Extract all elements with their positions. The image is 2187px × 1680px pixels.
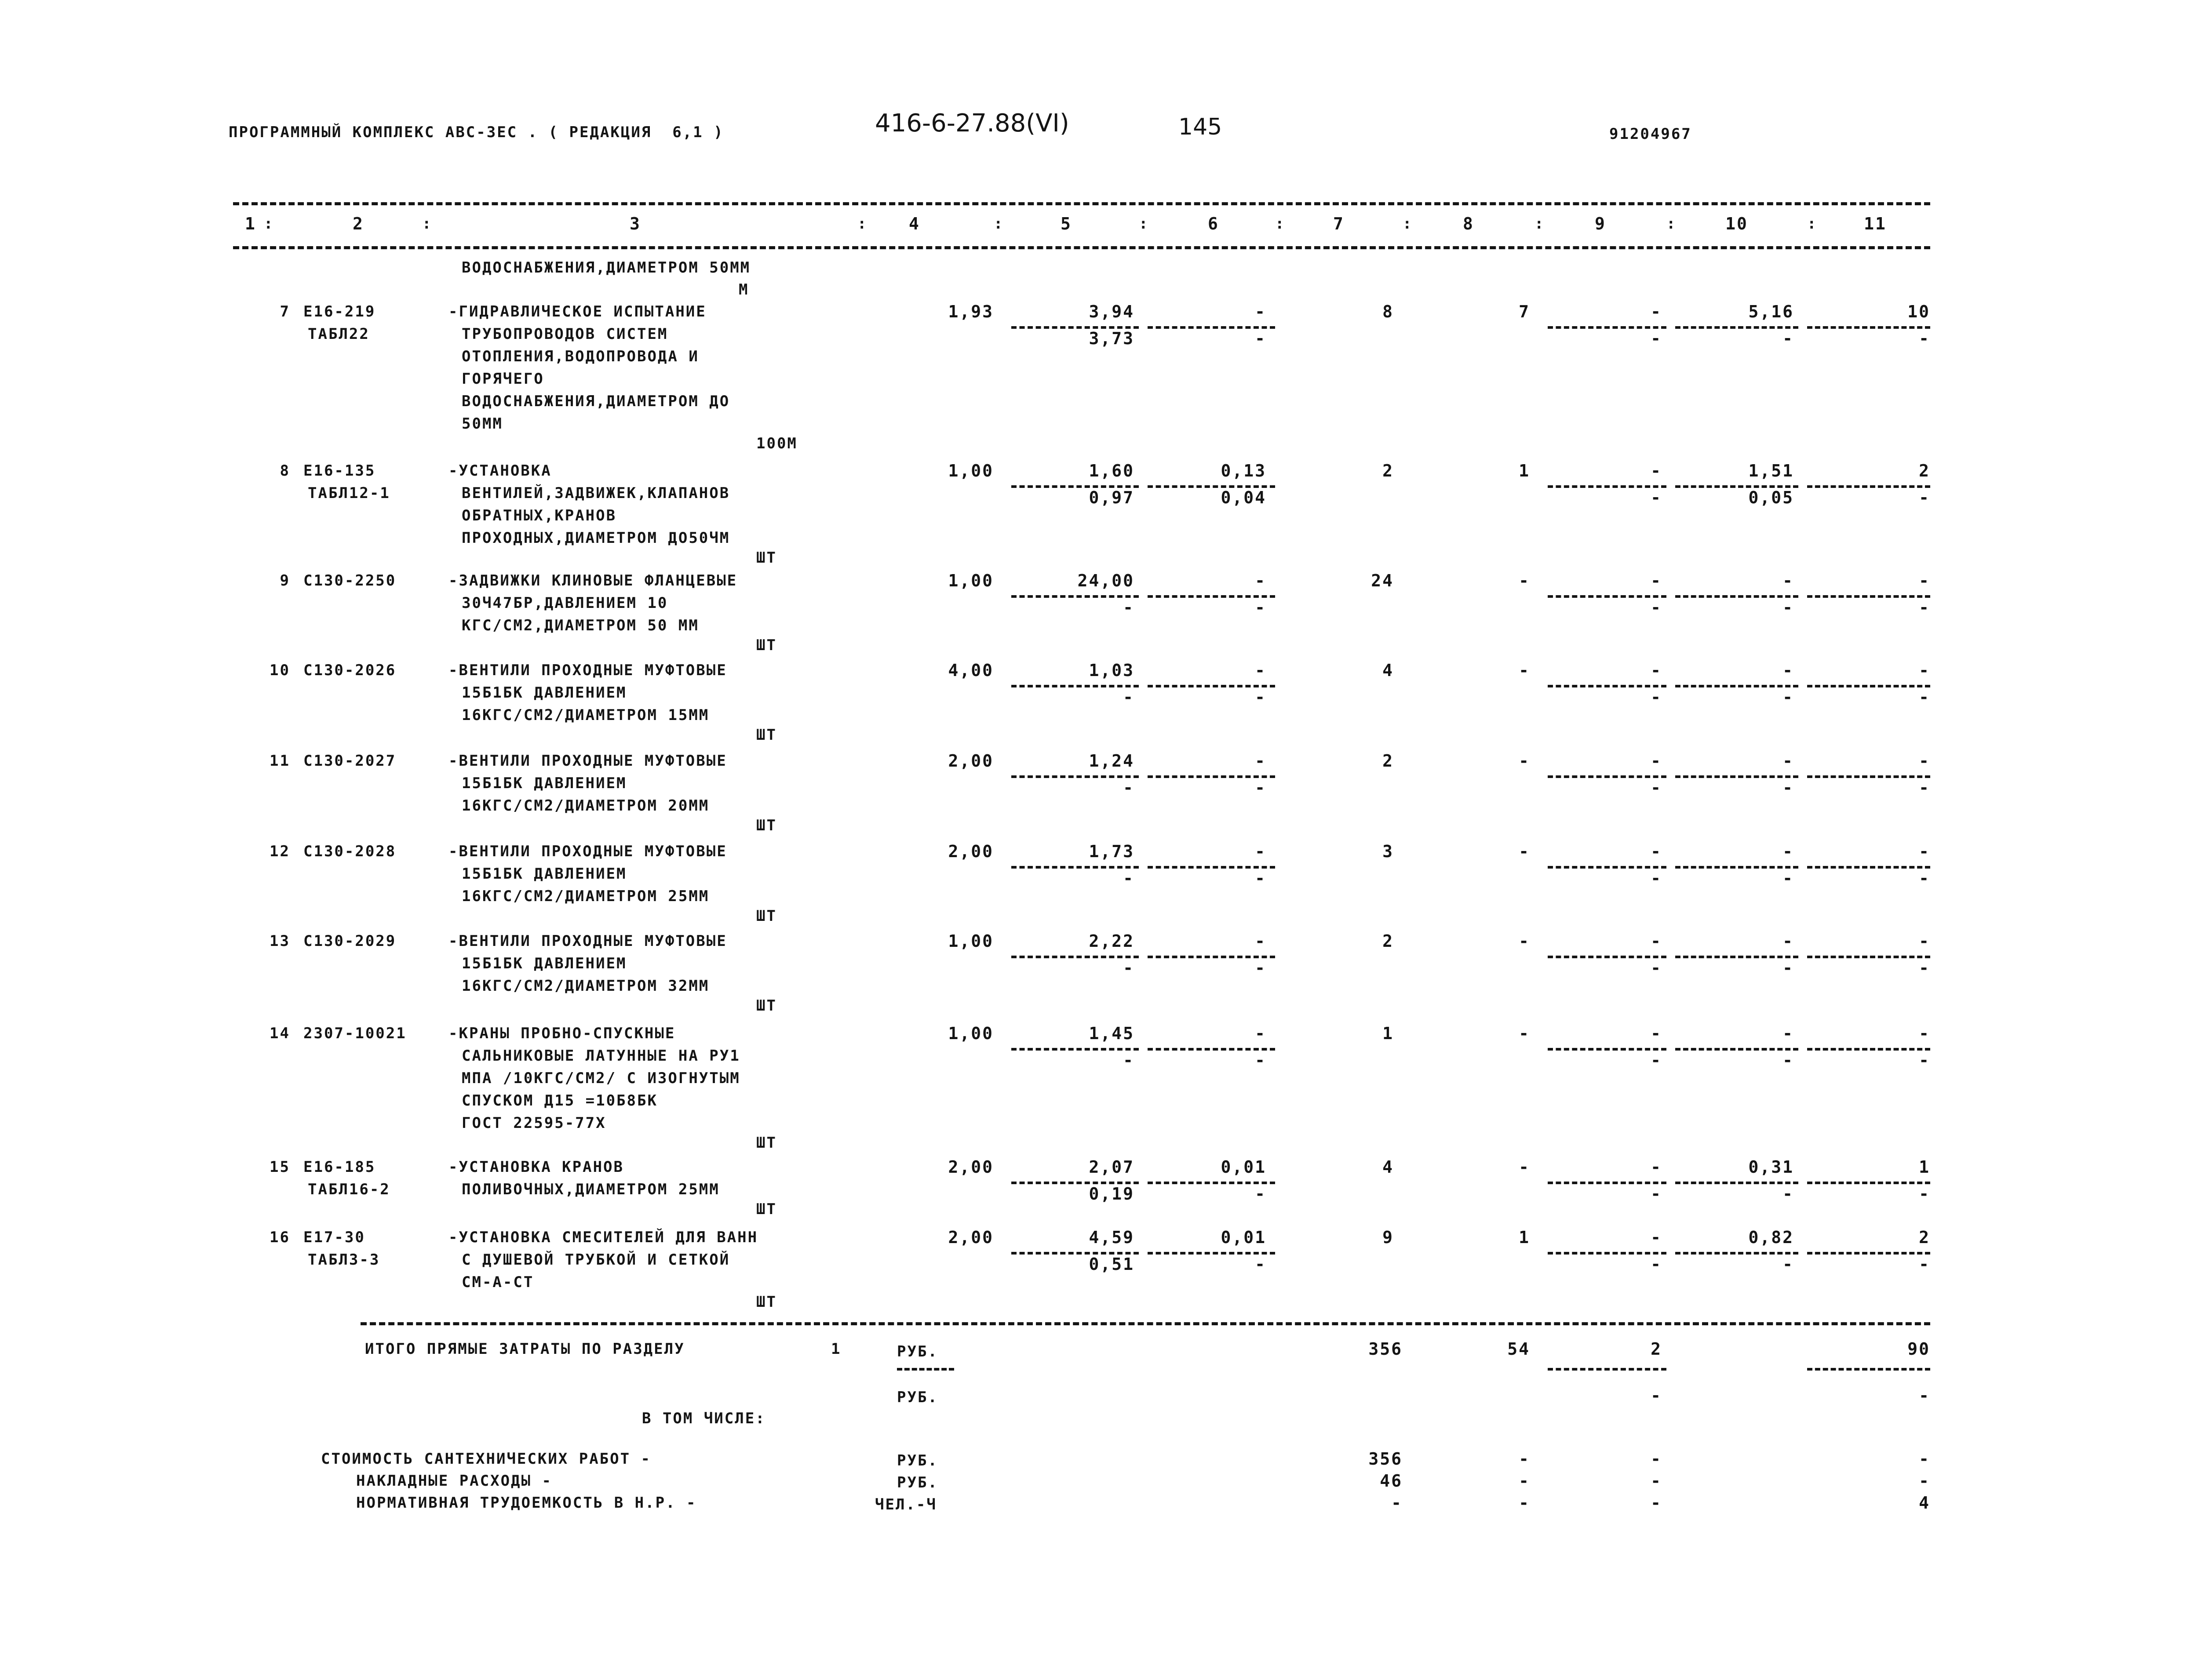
work-description: ОТОПЛЕНИЯ,ВОДОПРОВОДА И: [462, 348, 699, 365]
work-description: ПОЛИВОЧНЫХ,ДИАМЕТРОМ 25ММ: [462, 1181, 720, 1198]
unit-cost-wages: -: [1123, 687, 1134, 707]
work-description: ОБРАТНЫХ,КРАНОВ: [462, 507, 617, 524]
breakdown-col9: -: [1651, 1493, 1662, 1513]
labor-total-b: -: [1919, 1184, 1930, 1204]
labor-total-b: -: [1919, 958, 1930, 978]
total-wages: -: [1519, 751, 1530, 771]
unit-cost-wages: -: [1123, 598, 1134, 617]
unit-cost-wages: 0,19: [1089, 1184, 1134, 1204]
col5-dash: [1011, 866, 1139, 869]
breakdown-label: НОРМАТИВНАЯ ТРУДОЕМКОСТЬ В Н.Р. -: [356, 1494, 697, 1512]
unit-cost-total: 1,45: [1089, 1024, 1134, 1043]
document-id: 91204967: [1609, 125, 1692, 143]
work-description: -ГИДРАВЛИЧЕСКОЕ ИСПЫТАНИЕ: [448, 303, 707, 320]
total-machines: -: [1651, 931, 1662, 951]
work-description: -УСТАНОВКА СМЕСИТЕЛЕЙ ДЛЯ ВАНН: [448, 1229, 758, 1246]
column-separator: :: [1139, 215, 1149, 233]
unit-of-measure: 100М: [756, 435, 798, 452]
unit-cost-machines-wages: -: [1255, 958, 1266, 978]
price-table-ref: ТАБЛ12-1: [308, 484, 390, 502]
unit-of-measure: ШТ: [756, 1293, 777, 1311]
column-separator: :: [994, 215, 1004, 233]
header-top-rule: [233, 202, 1930, 205]
work-description: -УСТАНОВКА: [448, 462, 552, 480]
labor-total: 2: [1919, 1228, 1930, 1247]
breakdown-col9: -: [1651, 1471, 1662, 1491]
quantity: 2,00: [948, 842, 994, 861]
price-code: Е16-185: [303, 1158, 376, 1176]
work-description: ВОДОСНАБЖЕНИЯ,ДИАМЕТРОМ ДО: [462, 393, 730, 410]
col9-dash: [1548, 775, 1666, 778]
col10-dash: [1675, 1182, 1798, 1184]
totals-col11: 90: [1907, 1339, 1930, 1359]
unit-cost-total: 1,73: [1089, 842, 1134, 861]
work-description: -ВЕНТИЛИ ПРОХОДНЫЕ МУФТОВЫЕ: [448, 662, 727, 679]
breakdown-col8: -: [1519, 1449, 1530, 1469]
labor-total-b: -: [1919, 869, 1930, 888]
unit-cost-machines: 0,13: [1221, 461, 1266, 480]
total-wages: 1: [1519, 1228, 1530, 1247]
work-description: -УСТАНОВКА КРАНОВ: [448, 1158, 624, 1176]
col11-dash: [1807, 595, 1930, 598]
breakdown-unit: РУБ.: [897, 1474, 938, 1491]
work-description: 15Б1БК ДАВЛЕНИЕМ: [462, 775, 627, 792]
unit-cost-machines: -: [1255, 842, 1266, 861]
column-separator: :: [1807, 215, 1818, 233]
col10-dash: [1675, 866, 1798, 869]
col11-dash: [1807, 685, 1930, 687]
labor-machinists: -: [1782, 958, 1794, 978]
total-machines-wages: -: [1651, 1255, 1662, 1274]
price-code: С130-2029: [303, 932, 397, 950]
totals-section: 1: [831, 1340, 842, 1358]
row-number: 10: [270, 662, 290, 679]
total-machines: -: [1651, 661, 1662, 680]
labor-workers: -: [1782, 661, 1794, 680]
total-cost: 4: [1382, 661, 1394, 680]
unit-cost-total: 2,22: [1089, 931, 1134, 951]
work-description: -ВЕНТИЛИ ПРОХОДНЫЕ МУФТОВЫЕ: [448, 932, 727, 950]
labor-machinists: -: [1782, 1051, 1794, 1070]
unit-cost-total: 1,03: [1089, 661, 1134, 680]
work-description: 16КГС/СМ2/ДИАМЕТРОМ 25ММ: [462, 887, 710, 905]
col11-dash: [1807, 485, 1930, 488]
including-label: В ТОМ ЧИСЛЕ:: [642, 1410, 766, 1427]
total-wages: -: [1519, 1157, 1530, 1177]
quantity: 1,00: [948, 461, 994, 480]
labor-workers: 5,16: [1748, 302, 1794, 321]
unit-cost-wages: 0,97: [1089, 488, 1134, 507]
unit-of-measure: ШТ: [756, 726, 777, 744]
unit-cost-machines-wages: -: [1255, 778, 1266, 797]
column-number: 2: [353, 214, 364, 233]
unit-cost-machines-wages: -: [1255, 869, 1266, 888]
breakdown-label: НАКЛАДНЫЕ РАСХОДЫ -: [356, 1472, 552, 1490]
work-description: САЛЬНИКОВЫЕ ЛАТУННЫЕ НА РУ1: [462, 1047, 740, 1065]
unit-cost-wages: -: [1123, 958, 1134, 978]
work-description: ГОСТ 22595-77Х: [462, 1114, 606, 1132]
col11-dash: [1807, 1182, 1930, 1184]
col11-dash: [1807, 956, 1930, 958]
col9-dash: [1548, 956, 1666, 958]
work-description: 15Б1БК ДАВЛЕНИЕМ: [462, 955, 627, 972]
col5-dash: [1011, 956, 1139, 958]
total-cost: 2: [1382, 751, 1394, 771]
total-machines-wages: -: [1651, 488, 1662, 507]
breakdown-unit: РУБ.: [897, 1452, 938, 1469]
unit-cost-total: 1,60: [1089, 461, 1134, 480]
unit-cost-total: 24,00: [1077, 571, 1134, 590]
work-description: -ВЕНТИЛИ ПРОХОДНЫЕ МУФТОВЫЕ: [448, 843, 727, 860]
total-wages: -: [1519, 1024, 1530, 1043]
unit-cost-total: 2,07: [1089, 1157, 1134, 1177]
unit-cost-machines: 0,01: [1221, 1157, 1266, 1177]
price-code: С130-2028: [303, 843, 397, 860]
totals-col9-dash: [1548, 1368, 1666, 1371]
labor-workers: -: [1782, 842, 1794, 861]
price-table-ref: ТАБЛ16-2: [308, 1181, 390, 1198]
column-number: 3: [630, 214, 641, 233]
work-description: ГОРЯЧЕГО: [462, 370, 544, 388]
labor-workers: -: [1782, 1024, 1794, 1043]
column-number: 6: [1208, 214, 1219, 233]
continuation-text: ВОДОСНАБЖЕНИЯ,ДИАМЕТРОМ 50ММ: [462, 259, 751, 276]
col11-dash: [1807, 775, 1930, 778]
work-description: -ЗАДВИЖКИ КЛИНОВЫЕ ФЛАНЦЕВЫЕ: [448, 572, 738, 589]
labor-machinists: -: [1782, 1184, 1794, 1204]
totals-unit2: РУБ.: [897, 1389, 938, 1406]
unit-cost-wages: 0,51: [1089, 1255, 1134, 1274]
labor-machinists: -: [1782, 329, 1794, 348]
labor-total: -: [1919, 571, 1930, 590]
work-description: ПРОХОДНЫХ,ДИАМЕТРОМ ДО50ЧМ: [462, 529, 730, 547]
price-code: С130-2250: [303, 572, 397, 589]
work-description: -КРАНЫ ПРОБНО-СПУСКНЫЕ: [448, 1025, 676, 1042]
unit-cost-machines: -: [1255, 1024, 1266, 1043]
unit-of-measure: ШТ: [756, 549, 777, 567]
column-number: 10: [1725, 214, 1748, 233]
total-wages: -: [1519, 661, 1530, 680]
col11-dash: [1807, 1048, 1930, 1051]
unit-cost-wages: 3,73: [1089, 329, 1134, 348]
col5-dash: [1011, 1048, 1139, 1051]
breakdown-col11: -: [1919, 1471, 1930, 1491]
labor-total: -: [1919, 931, 1930, 951]
labor-total-b: -: [1919, 687, 1930, 707]
col10-dash: [1675, 1252, 1798, 1255]
row-number: 13: [270, 932, 290, 950]
total-machines-wages: -: [1651, 869, 1662, 888]
unit-cost-total: 4,59: [1089, 1228, 1134, 1247]
program-title: ПРОГРАММНЫЙ КОМПЛЕКС АВС-3ЕС . ( РЕДАКЦИЯ 6,1 ): [229, 124, 724, 141]
labor-total: -: [1919, 661, 1930, 680]
total-machines-wages: -: [1651, 329, 1662, 348]
quantity: 2,00: [948, 1157, 994, 1177]
total-cost: 4: [1382, 1157, 1394, 1177]
totals-rule: [361, 1322, 1930, 1325]
total-machines: -: [1651, 302, 1662, 321]
labor-total: -: [1919, 842, 1930, 861]
unit-of-measure: ШТ: [756, 817, 777, 834]
column-separator: :: [1535, 215, 1545, 233]
total-cost: 24: [1371, 571, 1394, 590]
labor-machinists: -: [1782, 778, 1794, 797]
labor-total: -: [1919, 1024, 1930, 1043]
work-description: 15Б1БК ДАВЛЕНИЕМ: [462, 684, 627, 702]
breakdown-col7: 356: [1368, 1449, 1403, 1469]
unit-cost-machines-wages: -: [1255, 598, 1266, 617]
total-machines: -: [1651, 751, 1662, 771]
labor-workers: -: [1782, 931, 1794, 951]
row-number: 11: [270, 752, 290, 770]
unit-cost-machines: -: [1255, 302, 1266, 321]
breakdown-col9: -: [1651, 1449, 1662, 1469]
unit-cost-machines-wages: 0,04: [1221, 488, 1266, 507]
unit-cost-total: 3,94: [1089, 302, 1134, 321]
labor-total: 10: [1907, 302, 1930, 321]
page-number: 145: [1178, 114, 1222, 140]
unit-cost-wages: -: [1123, 869, 1134, 888]
totals-col11b: -: [1919, 1386, 1930, 1405]
total-machines: -: [1651, 1157, 1662, 1177]
work-description: 15Б1БК ДАВЛЕНИЕМ: [462, 865, 627, 883]
total-cost: 3: [1382, 842, 1394, 861]
labor-machinists: -: [1782, 598, 1794, 617]
col5-dash: [1011, 685, 1139, 687]
total-wages: 1: [1519, 461, 1530, 480]
totals-unit: РУБ.: [897, 1343, 938, 1360]
labor-workers: 0,82: [1748, 1228, 1794, 1247]
total-wages: -: [1519, 842, 1530, 861]
labor-total-b: -: [1919, 598, 1930, 617]
work-description: 50ММ: [462, 415, 503, 433]
work-description: С ДУШЕВОЙ ТРУБКОЙ И СЕТКОЙ: [462, 1251, 730, 1269]
work-description: МПА /10КГС/СМ2/ С ИЗОГНУТЫМ: [462, 1069, 740, 1087]
total-machines-wages: -: [1651, 778, 1662, 797]
labor-total-b: -: [1919, 1051, 1930, 1070]
total-machines-wages: -: [1651, 958, 1662, 978]
col10-dash: [1675, 775, 1798, 778]
work-description: 16КГС/СМ2/ДИАМЕТРОМ 32ММ: [462, 977, 710, 995]
quantity: 4,00: [948, 661, 994, 680]
column-separator: :: [1403, 215, 1413, 233]
price-table-ref: ТАБЛ3-3: [308, 1251, 380, 1269]
breakdown-col8: -: [1519, 1471, 1530, 1491]
col9-dash: [1548, 326, 1666, 329]
breakdown-label: СТОИМОСТЬ САНТЕХНИЧЕСКИХ РАБОТ -: [321, 1450, 652, 1468]
unit-cost-machines: -: [1255, 661, 1266, 680]
col9-dash: [1548, 1048, 1666, 1051]
unit-cost-total: 1,24: [1089, 751, 1134, 771]
total-machines-wages: -: [1651, 598, 1662, 617]
col9-dash: [1548, 595, 1666, 598]
price-table-ref: ТАБЛ22: [308, 325, 370, 343]
unit-cost-machines-wages: -: [1255, 1255, 1266, 1274]
breakdown-col11: -: [1919, 1449, 1930, 1469]
row-number: 9: [280, 572, 290, 589]
unit-cost-machines-wages: -: [1255, 1051, 1266, 1070]
work-description: 16КГС/СМ2/ДИАМЕТРОМ 20ММ: [462, 797, 710, 815]
labor-total: 1: [1919, 1157, 1930, 1177]
unit-of-measure: ШТ: [756, 1134, 777, 1152]
total-wages: -: [1519, 571, 1530, 590]
col10-dash: [1675, 685, 1798, 687]
price-code: С130-2026: [303, 662, 397, 679]
row-number: 12: [270, 843, 290, 860]
col11-dash: [1807, 866, 1930, 869]
total-machines-wages: -: [1651, 1184, 1662, 1204]
work-description: СМ-А-СТ: [462, 1273, 534, 1291]
labor-workers: -: [1782, 571, 1794, 590]
breakdown-col7: 46: [1380, 1471, 1403, 1491]
unit-cost-wages: -: [1123, 1051, 1134, 1070]
totals-col9: 2: [1651, 1339, 1662, 1359]
continuation-unit: М: [739, 281, 749, 298]
column-separator: :: [1666, 215, 1677, 233]
work-description: -ВЕНТИЛИ ПРОХОДНЫЕ МУФТОВЫЕ: [448, 752, 727, 770]
totals-col11-dash: [1807, 1368, 1930, 1371]
row-number: 14: [270, 1025, 290, 1042]
total-cost: 2: [1382, 461, 1394, 480]
row-number: 8: [280, 462, 290, 480]
labor-total-b: -: [1919, 1255, 1930, 1274]
total-wages: -: [1519, 931, 1530, 951]
work-description: 16КГС/СМ2/ДИАМЕТРОМ 15ММ: [462, 706, 710, 724]
work-description: КГС/СМ2,ДИАМЕТРОМ 50 ММ: [462, 617, 699, 634]
unit-cost-machines: -: [1255, 571, 1266, 590]
work-description: ТРУБОПРОВОДОВ СИСТЕМ: [462, 325, 668, 343]
col9-dash: [1548, 1252, 1666, 1255]
labor-machinists: -: [1782, 1255, 1794, 1274]
total-wages: 7: [1519, 302, 1530, 321]
col9-dash: [1548, 485, 1666, 488]
labor-machinists: -: [1782, 869, 1794, 888]
unit-cost-machines: 0,01: [1221, 1228, 1266, 1247]
col5-dash: [1011, 595, 1139, 598]
total-cost: 9: [1382, 1228, 1394, 1247]
work-description: 30Ч47БР,ДАВЛЕНИЕМ 10: [462, 594, 668, 612]
total-machines-wages: -: [1651, 687, 1662, 707]
total-machines: -: [1651, 1024, 1662, 1043]
totals-col8: 54: [1507, 1339, 1530, 1359]
unit-of-measure: ШТ: [756, 636, 777, 654]
work-description: СПУСКОМ Д15 =10Б8БК: [462, 1092, 658, 1109]
col11-dash: [1807, 326, 1930, 329]
col5-dash: [1011, 775, 1139, 778]
col9-dash: [1548, 1182, 1666, 1184]
price-code: Е16-135: [303, 462, 376, 480]
labor-workers: 1,51: [1748, 461, 1794, 480]
price-code: 2307-10021: [303, 1025, 407, 1042]
total-machines: -: [1651, 461, 1662, 480]
unit-cost-machines: -: [1255, 931, 1266, 951]
project-code: 416-6-27.88(VI): [875, 109, 1069, 138]
unit-of-measure: ШТ: [756, 997, 777, 1015]
labor-machinists: -: [1782, 687, 1794, 707]
totals-col7: 356: [1368, 1339, 1403, 1359]
totals-col9b: -: [1651, 1386, 1662, 1405]
labor-total: 2: [1919, 461, 1930, 480]
totals-unit-dash: [897, 1368, 954, 1371]
column-number: 9: [1595, 214, 1606, 233]
quantity: 1,93: [948, 302, 994, 321]
row-number: 7: [280, 303, 290, 320]
column-separator: :: [264, 215, 274, 233]
breakdown-col7: -: [1391, 1493, 1403, 1513]
labor-workers: 0,31: [1748, 1157, 1794, 1177]
col10-dash: [1675, 1048, 1798, 1051]
unit-cost-machines-wages: -: [1255, 687, 1266, 707]
price-code: С130-2027: [303, 752, 397, 770]
column-number: 7: [1333, 214, 1345, 233]
unit-cost-machines-wages: -: [1255, 1184, 1266, 1204]
total-machines-wages: -: [1651, 1051, 1662, 1070]
quantity: 1,00: [948, 1024, 994, 1043]
col10-dash: [1675, 956, 1798, 958]
breakdown-col11: 4: [1919, 1493, 1930, 1513]
labor-total: -: [1919, 751, 1930, 771]
quantity: 2,00: [948, 751, 994, 771]
price-code: Е17-30: [303, 1229, 365, 1246]
work-description: ВЕНТИЛЕЙ,ЗАДВИЖЕК,КЛАПАНОВ: [462, 484, 730, 502]
total-machines: -: [1651, 1228, 1662, 1247]
totals-label: ИТОГО ПРЯМЫЕ ЗАТРАТЫ ПО РАЗДЕЛУ: [365, 1340, 685, 1358]
column-number: 1: [245, 214, 256, 233]
unit-cost-wages: -: [1123, 778, 1134, 797]
breakdown-unit: ЧЕЛ.-Ч: [875, 1496, 937, 1513]
breakdown-col8: -: [1519, 1493, 1530, 1513]
quantity: 1,00: [948, 931, 994, 951]
col11-dash: [1807, 1252, 1930, 1255]
col10-dash: [1675, 326, 1798, 329]
total-cost: 1: [1382, 1024, 1394, 1043]
row-number: 15: [270, 1158, 290, 1176]
column-number: 8: [1463, 214, 1474, 233]
labor-total-b: -: [1919, 488, 1930, 507]
header-bottom-rule: [233, 246, 1930, 249]
col9-dash: [1548, 685, 1666, 687]
labor-total-b: -: [1919, 329, 1930, 348]
col10-dash: [1675, 595, 1798, 598]
total-cost: 2: [1382, 931, 1394, 951]
total-machines: -: [1651, 571, 1662, 590]
column-separator: :: [1275, 215, 1286, 233]
column-separator: :: [857, 215, 868, 233]
unit-cost-machines: -: [1255, 751, 1266, 771]
row-number: 16: [270, 1229, 290, 1246]
quantity: 2,00: [948, 1228, 994, 1247]
labor-machinists: 0,05: [1748, 488, 1794, 507]
column-number: 11: [1864, 214, 1887, 233]
col9-dash: [1548, 866, 1666, 869]
unit-of-measure: ШТ: [756, 907, 777, 925]
unit-cost-machines-wages: -: [1255, 329, 1266, 348]
total-machines: -: [1651, 842, 1662, 861]
column-number: 4: [909, 214, 920, 233]
column-separator: :: [422, 215, 433, 233]
unit-of-measure: ШТ: [756, 1200, 777, 1218]
labor-workers: -: [1782, 751, 1794, 771]
price-code: Е16-219: [303, 303, 376, 320]
total-cost: 8: [1382, 302, 1394, 321]
labor-total-b: -: [1919, 778, 1930, 797]
column-number: 5: [1061, 214, 1072, 233]
quantity: 1,00: [948, 571, 994, 590]
